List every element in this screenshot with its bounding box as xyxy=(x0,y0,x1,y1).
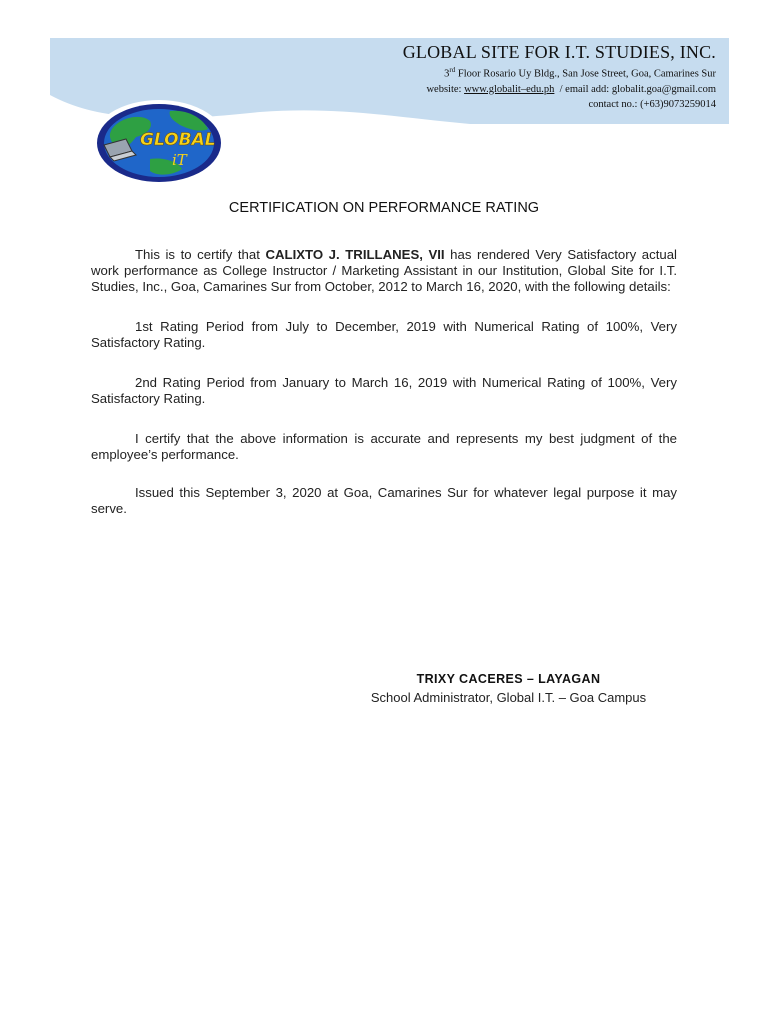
org-contact-number: contact no.: (+63)9073259014 xyxy=(588,98,716,110)
paragraph-attestation: I certify that the above information is accurate and represents my best judgment of the employee’s performance. xyxy=(91,431,677,462)
globe-with-laptop-logo-icon xyxy=(90,99,228,187)
employee-name: CALIXTO J. TRILLANES, VII xyxy=(265,247,445,262)
email-address: globalit.goa@gmail.com xyxy=(611,83,716,95)
org-address: 3rd Floor Rosario Uy Bldg., San Jose Street, Goa, Camarines Sur xyxy=(444,66,716,80)
org-header xyxy=(403,41,716,112)
certificate-body xyxy=(91,247,677,541)
org-name: GLOBAL SITE FOR I.T. STUDIES, INC. xyxy=(402,42,716,62)
logo-text-global: GLOBAL xyxy=(140,130,216,150)
document-title: CERTIFICATION ON PERFORMANCE RATING xyxy=(228,200,540,216)
paragraph-issued: Issued this September 3, 2020 at Goa, Camarines Sur for whatever legal purpose it may serve. xyxy=(91,485,677,516)
paragraph-certification: This is to certify that CALIXTO J. TRILLANES, VII has rendered Very Satisfactory actual work performance as College Instructor / Marketing Assistant in our Institution, Global Site for I.T. Studies, Inc., Goa, Camarines Sur from October, 2012 to March 16, 2020, with the following details: xyxy=(91,247,677,294)
paragraph-rating-2: 2nd Rating Period from January to March 16, 2019 with Numerical Rating of 100%, Very Satisfactory Rating. xyxy=(91,375,677,406)
signatory-name: TRIXY CACERES – LAYAGAN xyxy=(416,672,601,686)
website-link[interactable]: www.globalit–edu.ph xyxy=(464,83,555,95)
paragraph-rating-1: 1st Rating Period from July to December, 2019 with Numerical Rating of 100%, Very Satisfactory Rating. xyxy=(91,319,677,350)
signature-block xyxy=(300,672,717,705)
org-contact-web-email: website: www.globalit–edu.ph / email add: globalit.goa@gmail.com xyxy=(426,83,716,95)
signatory-title: School Administrator, Global I.T. – Goa Campus xyxy=(370,690,647,705)
logo-text-it: iT xyxy=(172,151,187,169)
